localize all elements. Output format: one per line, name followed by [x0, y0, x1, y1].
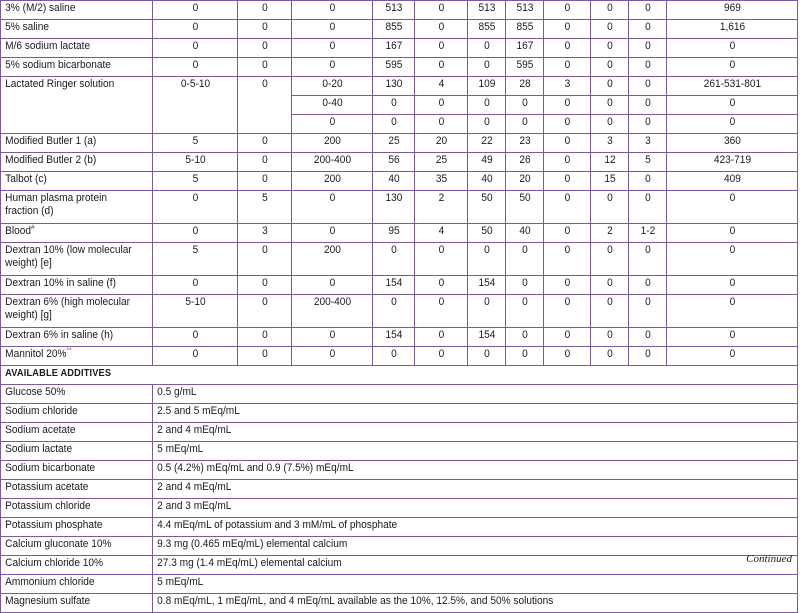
fluid-cell: 0	[672, 115, 793, 134]
fluid-cell: 0	[545, 1, 588, 20]
fluid-cell: 95	[374, 224, 413, 243]
additive-row	[1, 537, 798, 556]
fluid-cell: 0	[630, 347, 665, 366]
fluid-cell: 28	[507, 77, 542, 96]
fluid-cell: 0	[672, 347, 793, 366]
fluid-cell: 0	[469, 96, 504, 115]
fluid-cell: 0	[295, 58, 370, 77]
fluid-cell: 0	[295, 1, 370, 20]
fluid-cell: 0	[630, 243, 665, 276]
fluid-cell: 26	[507, 153, 542, 172]
fluid-cell: 0	[417, 1, 466, 20]
fluid-cell: 0	[672, 295, 793, 328]
additive-name: Magnesium sulfate	[1, 594, 141, 613]
fluid-cell: 0	[630, 1, 665, 20]
fluid-name: Lactated Ringer solution	[1, 77, 141, 96]
fluid-cell: 0	[672, 224, 793, 243]
fluid-cell: 0	[507, 243, 542, 276]
fluid-name: 5% sodium bicarbonate	[1, 58, 141, 77]
additive-row	[1, 423, 798, 442]
fluid-cell: 0	[240, 276, 290, 295]
fluid-cell: 0	[240, 295, 290, 328]
additive-row	[1, 442, 798, 461]
fluid-cell: 154	[469, 276, 504, 295]
fluid-cell: 0	[592, 77, 627, 96]
fluid-cell: 25	[374, 134, 413, 153]
fluid-cell: 0	[672, 328, 793, 347]
fluid-cell: 0	[295, 39, 370, 58]
fluid-cell: 0	[417, 347, 466, 366]
fluid-cell: 0	[240, 1, 290, 20]
fluid-cell: 0	[417, 96, 466, 115]
fluid-cell: 0	[240, 58, 290, 77]
fluid-cell: 109	[469, 77, 504, 96]
fluid-cell: 0	[545, 295, 588, 328]
fluid-cell: 0	[295, 224, 370, 243]
additive-value: 0.8 mEq/mL, 1 mEq/mL, and 4 mEq/mL available as the 10%, 12.5%, and 50% solutions	[153, 594, 746, 613]
additive-name: Potassium phosphate	[1, 518, 141, 537]
fluid-name	[1, 115, 141, 134]
fluid-row	[1, 115, 798, 134]
fluid-cell	[240, 96, 290, 115]
fluid-cell: 5	[156, 243, 234, 276]
additive-row	[1, 556, 798, 575]
fluid-cell: 0	[295, 276, 370, 295]
additive-name: Calcium gluconate 10%	[1, 537, 141, 556]
fluid-cell: 0	[469, 347, 504, 366]
additive-value: 5 mEq/mL	[153, 442, 746, 461]
fluid-cell: 5-10	[156, 295, 234, 328]
fluid-cell: 969	[672, 1, 793, 20]
fluid-cell: 0	[417, 243, 466, 276]
fluid-cell: 0	[374, 96, 413, 115]
fluid-cell: 0	[630, 20, 665, 39]
fluid-cell: 3	[240, 224, 290, 243]
additive-name: Sodium acetate	[1, 423, 141, 442]
fluid-cell: 855	[507, 20, 542, 39]
fluid-cell: 0	[469, 58, 504, 77]
additive-name: Sodium bicarbonate	[1, 461, 141, 480]
additive-value: 2.5 and 5 mEq/mL	[153, 404, 746, 423]
fluid-cell: 0	[592, 243, 627, 276]
fluid-cell: 0	[630, 295, 665, 328]
fluid-row	[1, 134, 798, 153]
fluid-cell: 0	[630, 328, 665, 347]
fluid-cell: 1,616	[672, 20, 793, 39]
fluid-cell: 0	[240, 172, 290, 191]
fluid-cell: 0	[417, 20, 466, 39]
fluid-cell: 0	[545, 20, 588, 39]
fluid-cell: 0	[545, 191, 588, 224]
fluid-row	[1, 172, 798, 191]
additive-row	[1, 594, 798, 613]
fluid-cell: 0	[240, 20, 290, 39]
additive-row	[1, 575, 798, 594]
fluid-cell: 50	[507, 191, 542, 224]
fluid-name: Modified Butler 1 (a)	[1, 134, 141, 153]
fluid-row	[1, 39, 798, 58]
fluid-cell: 0	[630, 172, 665, 191]
fluid-cell: 0	[545, 39, 588, 58]
fluid-cell: 5	[630, 153, 665, 172]
additive-name: Potassium acetate	[1, 480, 141, 499]
additive-name: Sodium lactate	[1, 442, 141, 461]
fluid-cell: 0	[374, 115, 413, 134]
fluid-cell: 0	[156, 328, 234, 347]
additive-value: 2 and 4 mEq/mL	[153, 423, 746, 442]
fluid-cell: 56	[374, 153, 413, 172]
fluid-cell: 0	[545, 224, 588, 243]
fluid-cell: 0	[630, 96, 665, 115]
fluid-cell: 0	[592, 295, 627, 328]
fluid-cell: 5	[156, 134, 234, 153]
fluid-cell: 0	[507, 96, 542, 115]
fluid-row	[1, 295, 798, 328]
fluid-cell: 20	[417, 134, 466, 153]
additive-row	[1, 461, 798, 480]
fluid-cell: 0	[545, 115, 588, 134]
fluid-cell: 0	[417, 328, 466, 347]
fluid-cell: 0	[240, 77, 290, 96]
fluid-name: 5% saline	[1, 20, 141, 39]
additive-name: Glucose 50%	[1, 385, 141, 404]
fluid-cell: 0	[545, 328, 588, 347]
continued-label: Continued	[746, 553, 792, 565]
fluid-cell: 0	[469, 243, 504, 276]
fluid-name: 3% (M/2) saline	[1, 1, 141, 20]
fluid-row	[1, 347, 798, 366]
additive-value: 2 and 4 mEq/mL	[153, 480, 746, 499]
fluid-cell: 0-20	[295, 77, 370, 96]
fluid-cell: 130	[374, 191, 413, 224]
fluid-row	[1, 224, 798, 243]
additive-value: 9.3 mg (0.465 mEq/mL) elemental calcium	[153, 537, 746, 556]
fluid-cell: 0	[240, 243, 290, 276]
fluid-cell: 200-400	[295, 295, 370, 328]
fluid-row	[1, 328, 798, 347]
fluid-cell: 0-5-10	[156, 77, 234, 96]
additives-header: AVAILABLE ADDITIVES	[1, 366, 734, 385]
fluid-row	[1, 58, 798, 77]
fluid-cell: 0	[592, 191, 627, 224]
fluid-cell: 0	[672, 243, 793, 276]
fluid-cell: 167	[374, 39, 413, 58]
additive-value: 4.4 mEq/mL of potassium and 3 mM/mL of phosphate	[153, 518, 746, 537]
fluid-cell: 50	[469, 224, 504, 243]
fluid-cell: 0	[630, 58, 665, 77]
fluid-cell: 0	[630, 276, 665, 295]
additive-row	[1, 385, 798, 404]
fluid-row	[1, 96, 798, 115]
footnote-marker: **	[65, 347, 71, 355]
fluid-cell: 595	[374, 58, 413, 77]
fluid-cell: 0	[545, 347, 588, 366]
fluid-name: Mannitol 20%**	[1, 347, 141, 366]
fluid-cell: 0	[507, 328, 542, 347]
fluid-cell: 0	[374, 295, 413, 328]
additive-value: 2 and 3 mEq/mL	[153, 499, 746, 518]
fluid-cell: 23	[507, 134, 542, 153]
fluid-cell: 3	[592, 134, 627, 153]
fluid-row	[1, 1, 798, 20]
fluid-cell: 0	[545, 134, 588, 153]
additive-row	[1, 518, 798, 537]
fluid-cell: 40	[374, 172, 413, 191]
fluid-cell	[240, 115, 290, 134]
fluid-cell: 40	[469, 172, 504, 191]
fluid-cell: 0	[417, 115, 466, 134]
fluid-cell: 0	[545, 243, 588, 276]
fluid-cell: 0	[630, 115, 665, 134]
fluid-name: Human plasma protein fraction (d)	[1, 191, 141, 224]
fluid-cell: 200	[295, 243, 370, 276]
fluid-cell	[156, 96, 234, 115]
fluid-cell: 2	[417, 191, 466, 224]
fluid-cell: 0	[374, 243, 413, 276]
fluid-cell: 0	[592, 328, 627, 347]
fluid-cell: 0	[672, 276, 793, 295]
fluid-cell: 0	[240, 153, 290, 172]
fluid-cell: 0	[630, 191, 665, 224]
fluid-name: M/6 sodium lactate	[1, 39, 141, 58]
fluid-cell: 409	[672, 172, 793, 191]
fluid-cell: 423-719	[672, 153, 793, 172]
fluid-cell: 855	[469, 20, 504, 39]
additive-value: 27.3 mg (1.4 mEq/mL) elemental calcium	[153, 556, 746, 575]
fluid-cell: 0	[295, 20, 370, 39]
fluid-cell: 0	[295, 347, 370, 366]
fluid-cell: 0	[672, 96, 793, 115]
fluid-cell: 0	[545, 172, 588, 191]
fluid-row	[1, 20, 798, 39]
fluid-cell: 2	[592, 224, 627, 243]
fluid-cell: 0	[156, 191, 234, 224]
fluid-cell: 0	[156, 347, 234, 366]
fluid-cell: 130	[374, 77, 413, 96]
fluid-cell: 20	[507, 172, 542, 191]
fluid-cell: 0	[417, 295, 466, 328]
fluid-name: Dextran 6% in saline (h)	[1, 328, 141, 347]
fluid-cell: 200	[295, 172, 370, 191]
fluid-cell: 1-2	[630, 224, 665, 243]
fluid-name: Dextran 6% (high molecular weight) [g]	[1, 295, 141, 328]
additive-value: 0.5 g/mL	[153, 385, 746, 404]
fluid-cell: 0	[417, 39, 466, 58]
additive-name: Calcium chloride 10%	[1, 556, 141, 575]
fluid-cell: 0	[156, 20, 234, 39]
fluid-cell: 154	[469, 328, 504, 347]
fluid-cell: 50	[469, 191, 504, 224]
additive-name: Ammonium chloride	[1, 575, 141, 594]
fluid-cell: 0	[417, 58, 466, 77]
fluid-row	[1, 191, 798, 224]
fluid-row	[1, 276, 798, 295]
fluid-cell: 0	[672, 191, 793, 224]
fluid-cell: 0	[592, 1, 627, 20]
fluid-cell: 0	[417, 276, 466, 295]
fluid-cell: 154	[374, 328, 413, 347]
fluid-name: Dextran 10% (low molecular weight) [e]	[1, 243, 141, 276]
fluid-cell: 0	[545, 96, 588, 115]
fluid-cell: 0	[545, 58, 588, 77]
fluid-cell: 0	[672, 39, 793, 58]
fluid-cell: 4	[417, 77, 466, 96]
fluid-cell: 0	[630, 77, 665, 96]
fluid-cell: 0	[592, 20, 627, 39]
fluid-cell: 0-40	[295, 96, 370, 115]
fluid-cell: 0	[156, 276, 234, 295]
fluid-cell: 0	[156, 1, 234, 20]
fluid-cell: 4	[417, 224, 466, 243]
fluid-cell: 167	[507, 39, 542, 58]
fluid-cell: 5-10	[156, 153, 234, 172]
fluid-cell: 5	[156, 172, 234, 191]
fluid-cell: 0	[545, 276, 588, 295]
fluid-name	[1, 96, 141, 115]
additive-value: 0.5 (4.2%) mEq/mL and 0.9 (7.5%) mEq/mL	[153, 461, 746, 480]
fluid-cell: 40	[507, 224, 542, 243]
additive-row	[1, 499, 798, 518]
fluid-cell: 513	[507, 1, 542, 20]
fluid-cell: 12	[592, 153, 627, 172]
fluid-cell: 0	[295, 115, 370, 134]
fluid-cell: 49	[469, 153, 504, 172]
fluid-cell: 0	[240, 39, 290, 58]
additive-name: Sodium chloride	[1, 404, 141, 423]
fluid-name: Talbot (c)	[1, 172, 141, 191]
fluid-cell: 0	[592, 96, 627, 115]
fluid-cell: 0	[469, 39, 504, 58]
fluid-cell	[156, 115, 234, 134]
fluid-row	[1, 243, 798, 276]
fluid-cell: 0	[295, 191, 370, 224]
fluid-cell: 0	[507, 115, 542, 134]
fluid-cell: 154	[374, 276, 413, 295]
fluid-cell: 855	[374, 20, 413, 39]
fluid-cell: 513	[374, 1, 413, 20]
fluid-cell: 35	[417, 172, 466, 191]
fluid-cell: 15	[592, 172, 627, 191]
fluid-cell: 0	[374, 347, 413, 366]
fluid-cell: 0	[592, 39, 627, 58]
fluid-cell: 0	[469, 115, 504, 134]
fluid-cell: 3	[630, 134, 665, 153]
fluid-cell: 0	[507, 276, 542, 295]
fluid-cell: 0	[630, 39, 665, 58]
fluid-cell: 3	[545, 77, 588, 96]
fluid-cell: 25	[417, 153, 466, 172]
fluid-cell: 200-400	[295, 153, 370, 172]
fluid-cell: 200	[295, 134, 370, 153]
fluid-cell: 0	[592, 58, 627, 77]
footnote-marker: #	[30, 224, 35, 232]
fluid-cell: 22	[469, 134, 504, 153]
fluid-cell: 0	[240, 328, 290, 347]
fluid-cell: 0	[507, 347, 542, 366]
fluid-cell: 513	[469, 1, 504, 20]
fluid-cell: 0	[592, 276, 627, 295]
fluid-cell: 0	[592, 115, 627, 134]
fluid-name: Dextran 10% in saline (f)	[1, 276, 141, 295]
fluid-cell: 0	[545, 153, 588, 172]
additive-row	[1, 404, 798, 423]
fluid-cell: 360	[672, 134, 793, 153]
fluid-cell: 5	[240, 191, 290, 224]
fluid-cell: 261-531-801	[672, 77, 793, 96]
fluid-row	[1, 77, 798, 96]
fluid-cell: 0	[240, 134, 290, 153]
additive-name: Potassium chloride	[1, 499, 141, 518]
additive-row	[1, 480, 798, 499]
fluid-cell: 595	[507, 58, 542, 77]
fluid-name: Blood#	[1, 224, 141, 243]
fluid-cell: 0	[156, 39, 234, 58]
fluid-row	[1, 153, 798, 172]
fluid-cell: 0	[240, 347, 290, 366]
fluid-name: Modified Butler 2 (b)	[1, 153, 141, 172]
fluid-cell: 0	[672, 58, 793, 77]
fluid-cell: 0	[469, 295, 504, 328]
fluid-cell: 0	[295, 328, 370, 347]
fluid-cell: 0	[592, 347, 627, 366]
additives-header-row	[1, 366, 798, 385]
fluid-cell: 0	[507, 295, 542, 328]
fluid-cell: 0	[156, 58, 234, 77]
additive-value: 5 mEq/mL	[153, 575, 746, 594]
fluid-cell: 0	[156, 224, 234, 243]
